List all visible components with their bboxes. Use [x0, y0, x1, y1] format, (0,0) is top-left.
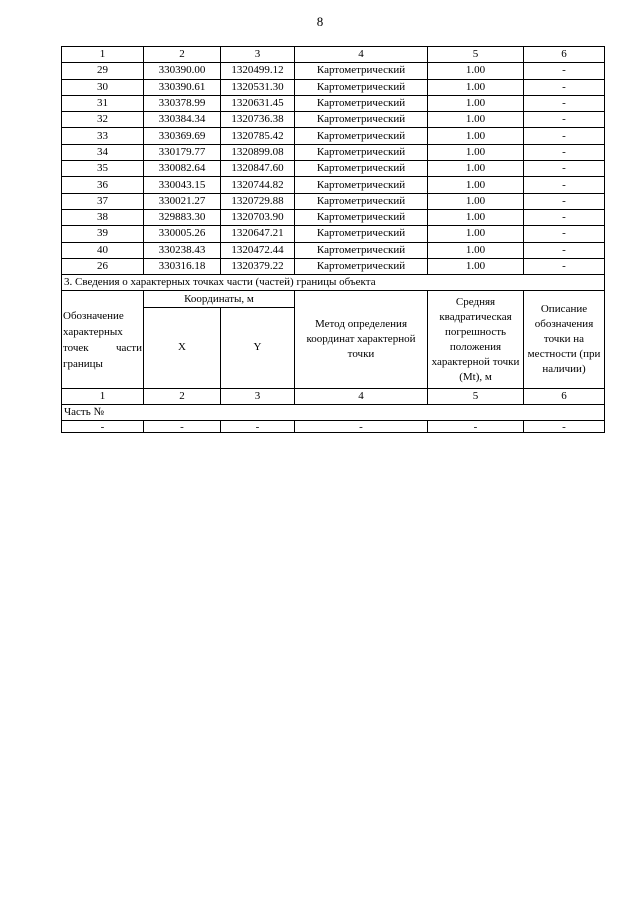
table-cell: 39 [62, 226, 144, 242]
table-cell: - [524, 177, 605, 193]
table-cell: - [524, 193, 605, 209]
table-cell: 1320899.08 [221, 144, 295, 160]
table-cell: 1.00 [428, 242, 524, 258]
table-cell: 330005.26 [144, 226, 221, 242]
table-cell: Картометрический [295, 112, 428, 128]
header-y: Y [221, 307, 295, 388]
header-accuracy: Средняя квадратическая погрешность положения характерной точки (Mt), м [428, 291, 524, 388]
column-number: 1 [62, 47, 144, 63]
table-cell: 330021.27 [144, 193, 221, 209]
column-number: 4 [295, 47, 428, 63]
table-cell: 33 [62, 128, 144, 144]
page-number: 8 [316, 14, 324, 29]
table-cell: 1.00 [428, 112, 524, 128]
section-3-title: 3. Сведения о характерных точках части (частей) границы объекта [62, 275, 605, 291]
empty-cell: - [524, 421, 605, 433]
table-cell: - [524, 79, 605, 95]
table-cell: 32 [62, 112, 144, 128]
table-cell: - [524, 112, 605, 128]
table-cell: 1320647.21 [221, 226, 295, 242]
table-cell: 26 [62, 258, 144, 274]
table-cell: 1.00 [428, 79, 524, 95]
table-cell: 1320631.45 [221, 95, 295, 111]
header-point-designation: Обозначение характерных точек части границы [62, 291, 144, 388]
section-3-body [62, 275, 605, 433]
table-cell: - [524, 209, 605, 225]
header-description: Описание обозначения точки на местности (при наличии) [524, 291, 605, 388]
table-cell: Картометрический [295, 95, 428, 111]
table-cell: 1320379.22 [221, 258, 295, 274]
table-cell: Картометрический [295, 144, 428, 160]
empty-cell: - [295, 421, 428, 433]
table-cell: 1.00 [428, 161, 524, 177]
table-cell: 35 [62, 161, 144, 177]
table-cell: 30 [62, 79, 144, 95]
table-row [62, 177, 605, 193]
table-cell: - [524, 226, 605, 242]
table-cell: - [524, 95, 605, 111]
table-cell: 330369.69 [144, 128, 221, 144]
table-cell: 330390.00 [144, 63, 221, 79]
header-method: Метод определения координат характерной точки [295, 291, 428, 388]
table-cell: 1.00 [428, 193, 524, 209]
column-number: 3 [221, 388, 295, 404]
table-cell: 31 [62, 95, 144, 111]
table-cell: - [524, 161, 605, 177]
column-number: 1 [62, 388, 144, 404]
table-row [62, 95, 605, 111]
column-number: 6 [524, 47, 605, 63]
section-3-column-number-row [62, 388, 605, 404]
table-cell: 1320736.38 [221, 112, 295, 128]
column-number: 2 [144, 47, 221, 63]
column-number: 5 [428, 388, 524, 404]
table-cell: 330316.18 [144, 258, 221, 274]
table-cell: 1320703.90 [221, 209, 295, 225]
table-cell: 1.00 [428, 128, 524, 144]
table-cell: - [524, 258, 605, 274]
table-cell: Картометрический [295, 209, 428, 225]
column-number: 6 [524, 388, 605, 404]
table-cell: Картометрический [295, 79, 428, 95]
table-cell: 1.00 [428, 63, 524, 79]
table-cell: 1.00 [428, 226, 524, 242]
table-cell: 38 [62, 209, 144, 225]
table-cell: - [524, 128, 605, 144]
table-cell: 330390.61 [144, 79, 221, 95]
column-number-row [62, 47, 605, 63]
table-row [62, 144, 605, 160]
header-x: X [144, 307, 221, 388]
table-cell: Картометрический [295, 226, 428, 242]
column-number: 5 [428, 47, 524, 63]
empty-cell: - [428, 421, 524, 433]
table-cell: - [524, 144, 605, 160]
table-row [62, 242, 605, 258]
table-cell: Картометрический [295, 242, 428, 258]
table-row [62, 209, 605, 225]
table-cell: 1320499.12 [221, 63, 295, 79]
table-row [62, 193, 605, 209]
table-row [62, 161, 605, 177]
empty-cell: - [62, 421, 144, 433]
part-label-row [62, 405, 605, 421]
boundary-points-table [61, 46, 605, 433]
table-cell: 330384.34 [144, 112, 221, 128]
table-cell: 40 [62, 242, 144, 258]
part-label: Часть № [62, 405, 605, 421]
header-coordinates: Координаты, м [144, 291, 295, 307]
table-cell: 330082.64 [144, 161, 221, 177]
table-cell: 330043.15 [144, 177, 221, 193]
table-cell: Картометрический [295, 177, 428, 193]
table-row [62, 258, 605, 274]
table-row [62, 112, 605, 128]
section-3-header-row-1 [62, 291, 605, 307]
table-cell: Картометрический [295, 258, 428, 274]
section-3-title-row [62, 275, 605, 291]
column-number: 3 [221, 47, 295, 63]
empty-cell: - [144, 421, 221, 433]
table-cell: Картометрический [295, 193, 428, 209]
table-cell: 330378.99 [144, 95, 221, 111]
table-row [62, 63, 605, 79]
table-row [62, 226, 605, 242]
table-cell: 29 [62, 63, 144, 79]
table-row [62, 79, 605, 95]
table-cell: 329883.30 [144, 209, 221, 225]
table-cell: 1320847.60 [221, 161, 295, 177]
table-cell: 330238.43 [144, 242, 221, 258]
empty-cell: - [221, 421, 295, 433]
table-cell: - [524, 242, 605, 258]
table-cell: 1.00 [428, 144, 524, 160]
table-cell: 1320531.30 [221, 79, 295, 95]
table-cell: 1.00 [428, 177, 524, 193]
table-cell: 1320785.42 [221, 128, 295, 144]
empty-data-row [62, 421, 605, 433]
table-cell: 1.00 [428, 95, 524, 111]
table-cell: 330179.77 [144, 144, 221, 160]
column-number: 4 [295, 388, 428, 404]
table-cell: 1320472.44 [221, 242, 295, 258]
table-cell: 37 [62, 193, 144, 209]
table-row [62, 128, 605, 144]
table-cell: Картометрический [295, 63, 428, 79]
table-cell: 1320729.88 [221, 193, 295, 209]
table-cell: 1320744.82 [221, 177, 295, 193]
table-cell: 36 [62, 177, 144, 193]
table-cell: Картометрический [295, 128, 428, 144]
points-table-body [62, 47, 605, 275]
column-number: 2 [144, 388, 221, 404]
table-cell: 1.00 [428, 258, 524, 274]
table-cell: - [524, 63, 605, 79]
table-cell: Картометрический [295, 161, 428, 177]
table-cell: 1.00 [428, 209, 524, 225]
table-cell: 34 [62, 144, 144, 160]
